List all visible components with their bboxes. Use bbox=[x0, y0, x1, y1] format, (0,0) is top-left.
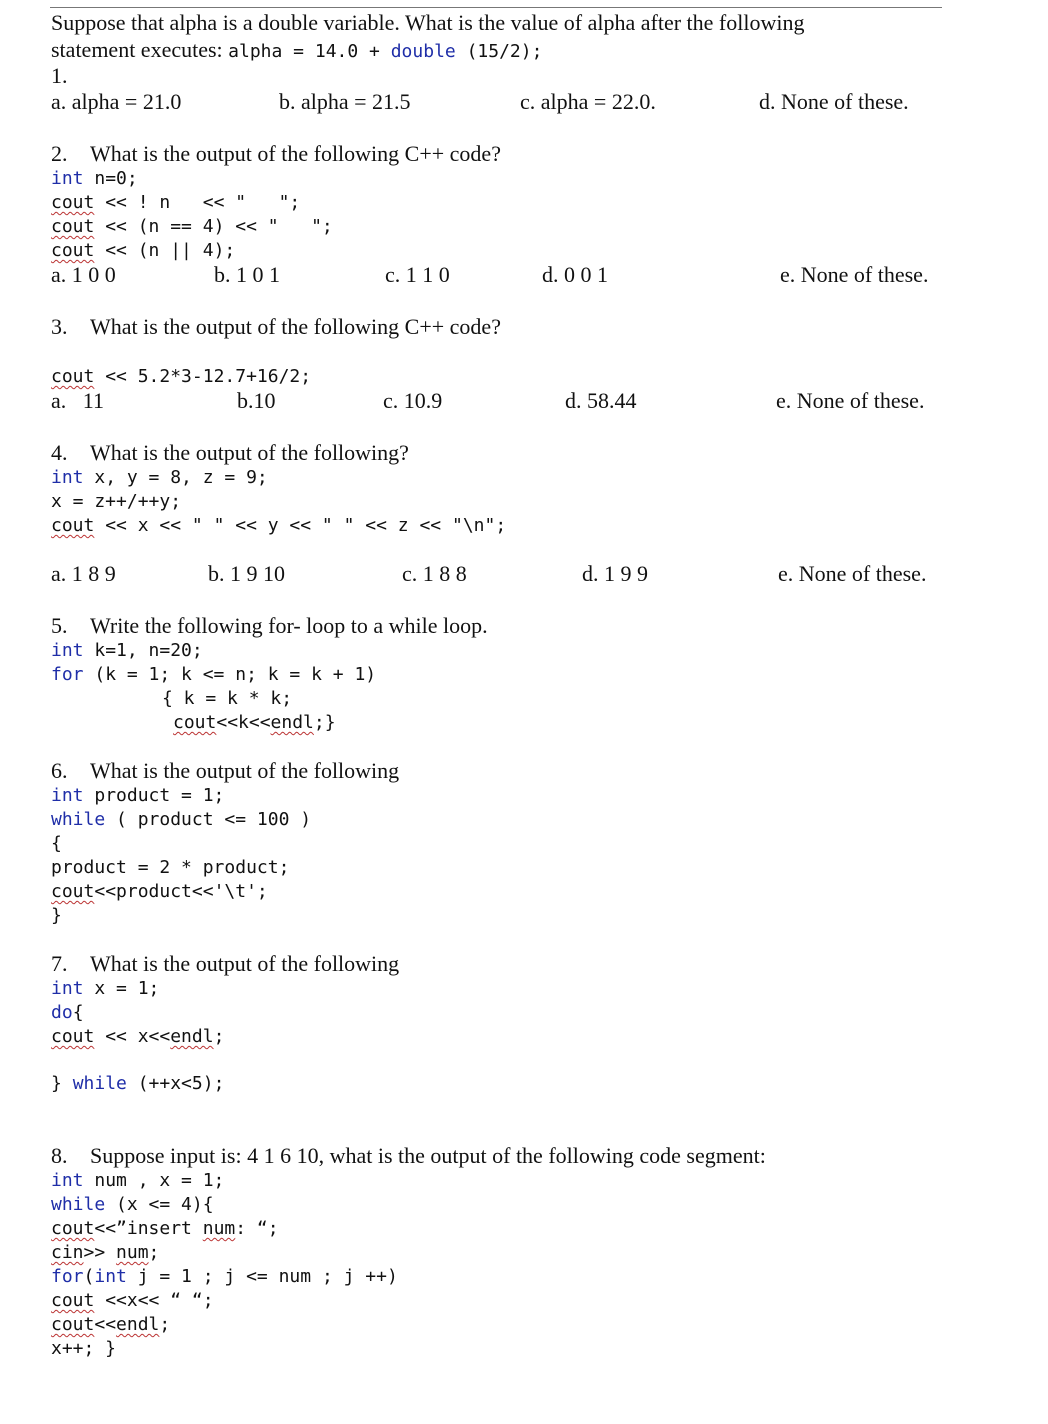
q8-code-kw: int bbox=[51, 1170, 84, 1191]
q2-option-d: d. 0 0 1 bbox=[542, 262, 608, 287]
q5-code-line4 bbox=[173, 712, 336, 734]
q8-code-b: j = 1 ; j <= num ; j ++) bbox=[126, 1266, 398, 1287]
q7-code-sq: endl bbox=[170, 1026, 214, 1047]
q1-option-b: b. alpha = 21.5 bbox=[279, 89, 411, 114]
q2-code-kw: int bbox=[51, 168, 84, 189]
q6-code-line1 bbox=[51, 785, 224, 807]
q1-option-c: c. alpha = 22.0. bbox=[520, 89, 656, 114]
q5-code-line2 bbox=[51, 664, 376, 686]
q8-code-sq: num bbox=[202, 1218, 236, 1239]
q8-code-a: ( bbox=[83, 1266, 95, 1287]
q8-code-line5 bbox=[51, 1266, 398, 1288]
q4-option-c: c. 1 8 8 bbox=[402, 561, 467, 586]
q5-question bbox=[51, 613, 488, 639]
q6-code-rest: product = 1; bbox=[83, 785, 225, 806]
q6-code-line3: { bbox=[51, 833, 62, 854]
q3-option-d: d. 58.44 bbox=[565, 388, 637, 413]
q4-question bbox=[51, 440, 409, 466]
q4-option-a: a. 1 8 9 bbox=[51, 561, 116, 586]
q8-code-line1 bbox=[51, 1170, 224, 1192]
q8-code-kw: while bbox=[51, 1194, 106, 1215]
q8-code-line4 bbox=[51, 1242, 159, 1264]
q8-code-line7 bbox=[51, 1314, 170, 1336]
q4-code-rest: << x << " " << y << " " << z << "\n"; bbox=[94, 515, 507, 536]
q8-code-rest: num , x = 1; bbox=[83, 1170, 225, 1191]
q5-question-text: Write the following for- loop to a while loop. bbox=[90, 613, 488, 638]
q1-text-line1: Suppose that alpha is a double variable. What is the value of alpha after the following bbox=[51, 10, 805, 35]
q7-question-text: What is the output of the following bbox=[90, 951, 400, 976]
q8-code-rest: <<x<< “ “; bbox=[94, 1290, 214, 1311]
q4-option-d: d. 1 9 9 bbox=[582, 561, 648, 586]
q6-code-line2 bbox=[51, 809, 311, 831]
q7-code-line3 bbox=[51, 1026, 224, 1048]
q2-code-line4 bbox=[51, 240, 235, 262]
q5-number: 5. bbox=[51, 613, 68, 638]
q2-code-line3 bbox=[51, 216, 333, 238]
q8-code-sq: cout bbox=[51, 1290, 95, 1311]
top-rule bbox=[50, 7, 942, 8]
q1-number: 1. bbox=[51, 63, 68, 88]
q8-code-kw: int bbox=[94, 1266, 127, 1287]
q8-code-rest: (x <= 4){ bbox=[105, 1194, 214, 1215]
q3-option-a: a. 11 bbox=[51, 388, 104, 413]
q2-code-rest: n=0; bbox=[83, 168, 138, 189]
q2-number: 2. bbox=[51, 141, 68, 166]
q1-code-b: (15/2); bbox=[455, 41, 543, 62]
q3-option-e: e. None of these. bbox=[776, 388, 925, 413]
q4-code-line1 bbox=[51, 467, 268, 489]
q7-code-sq: cout bbox=[51, 1026, 95, 1047]
q8-code-sq: cout bbox=[51, 1218, 95, 1239]
q4-option-e: e. None of these. bbox=[778, 561, 927, 586]
q3-code-rest: << 5.2*3-12.7+16/2; bbox=[94, 366, 312, 387]
q8-question bbox=[51, 1143, 766, 1169]
q2-code-rest: << (n == 4) << " "; bbox=[94, 216, 333, 237]
q7-question bbox=[51, 951, 399, 977]
q1-code-kw: double bbox=[390, 41, 456, 62]
q7-code-rest: x = 1; bbox=[83, 978, 160, 999]
q8-code-a: <<”insert bbox=[94, 1218, 203, 1239]
q7-code-b: (++x<5); bbox=[126, 1073, 225, 1094]
q4-code-sq: cout bbox=[51, 515, 95, 536]
q2-option-c: c. 1 1 0 bbox=[385, 262, 450, 287]
q7-code-line1 bbox=[51, 978, 159, 1000]
q6-code-sq: cout bbox=[51, 881, 95, 902]
q5-code-mid: <<k<< bbox=[216, 712, 271, 733]
q5-code-kw: int bbox=[51, 640, 84, 661]
q8-code-b: ; bbox=[148, 1242, 160, 1263]
q3-code bbox=[51, 366, 311, 388]
q6-code-kw: int bbox=[51, 785, 84, 806]
q8-number: 8. bbox=[51, 1143, 68, 1168]
q7-code-end: ; bbox=[213, 1026, 225, 1047]
q5-code-rest: (k = 1; k <= n; k = k + 1) bbox=[83, 664, 377, 685]
q8-code-line6 bbox=[51, 1290, 214, 1312]
q7-code-kw: do bbox=[51, 1002, 73, 1023]
q7-code-kw: while bbox=[72, 1073, 127, 1094]
q5-code-line3: { k = k * k; bbox=[162, 688, 293, 709]
q3-option-c: c. 10.9 bbox=[383, 388, 443, 413]
q1-code bbox=[228, 41, 542, 62]
q6-number: 6. bbox=[51, 758, 68, 783]
q8-question-text: Suppose input is: 4 1 6 10, what is the output of the following code segment: bbox=[90, 1143, 766, 1168]
q2-code-line2 bbox=[51, 192, 300, 214]
q8-code-b: ; bbox=[159, 1314, 171, 1335]
q8-code-sq: cin bbox=[51, 1242, 84, 1263]
q1-text-line2 bbox=[51, 37, 542, 63]
q2-question-text: What is the output of the following C++ code? bbox=[90, 141, 501, 166]
q5-code-line1 bbox=[51, 640, 203, 662]
q8-code-sq: num bbox=[116, 1242, 149, 1263]
q2-code-rest: << (n || 4); bbox=[94, 240, 236, 261]
q3-question bbox=[51, 314, 501, 340]
q7-code-rest: { bbox=[72, 1002, 84, 1023]
q8-code-kw: for bbox=[51, 1266, 84, 1287]
q2-option-e: e. None of these. bbox=[780, 262, 929, 287]
q8-code-sq: endl bbox=[116, 1314, 160, 1335]
q6-code-kw: while bbox=[51, 809, 106, 830]
q2-option-a: a. 1 0 0 bbox=[51, 262, 116, 287]
q3-code-sq: cout bbox=[51, 366, 95, 387]
q1-code-a: alpha = 14.0 + bbox=[228, 41, 391, 62]
q8-code-sq: cout bbox=[51, 1314, 95, 1335]
q5-code-sq: endl bbox=[270, 712, 314, 733]
q2-code-rest: << ! n << " "; bbox=[94, 192, 301, 213]
q6-question bbox=[51, 758, 399, 784]
q7-code-line2 bbox=[51, 1002, 84, 1024]
q8-code-a: << bbox=[94, 1314, 117, 1335]
q4-code-kw: int bbox=[51, 467, 84, 488]
q1-option-d: d. None of these. bbox=[759, 89, 909, 114]
q6-code-line6: } bbox=[51, 905, 62, 926]
q2-option-b: b. 1 0 1 bbox=[214, 262, 280, 287]
q5-code-rest: k=1, n=20; bbox=[83, 640, 203, 661]
q7-code-kw: int bbox=[51, 978, 84, 999]
q4-question-text: What is the output of the following? bbox=[90, 440, 409, 465]
q7-number: 7. bbox=[51, 951, 68, 976]
q8-code-a: >> bbox=[83, 1242, 117, 1263]
q3-option-b: b.10 bbox=[237, 388, 276, 413]
q7-code-a: } bbox=[51, 1073, 73, 1094]
q8-code-line2 bbox=[51, 1194, 214, 1216]
q5-code-sq: cout bbox=[173, 712, 217, 733]
q8-code-b: : “; bbox=[235, 1218, 279, 1239]
q3-question-text: What is the output of the following C++ code? bbox=[90, 314, 501, 339]
q7-code-mid: << x<< bbox=[94, 1026, 171, 1047]
q2-code-sq: cout bbox=[51, 192, 95, 213]
q1-option-a: a. alpha = 21.0 bbox=[51, 89, 182, 114]
q7-code-line4 bbox=[51, 1073, 224, 1095]
q8-code-line8: x++; } bbox=[51, 1338, 117, 1359]
q1-text-prefix: statement executes: bbox=[51, 37, 229, 62]
q2-code-line1 bbox=[51, 168, 138, 190]
q6-code-rest: ( product <= 100 ) bbox=[105, 809, 312, 830]
q6-question-text: What is the output of the following bbox=[90, 758, 400, 783]
q4-number: 4. bbox=[51, 440, 68, 465]
q5-code-kw: for bbox=[51, 664, 84, 685]
q3-number: 3. bbox=[51, 314, 68, 339]
q6-code-rest: <<product<<'\t'; bbox=[94, 881, 268, 902]
q4-code-line3 bbox=[51, 515, 506, 537]
q6-code-line4: product = 2 * product; bbox=[51, 857, 290, 878]
q8-code-line3 bbox=[51, 1218, 279, 1240]
q2-code-sq: cout bbox=[51, 216, 95, 237]
q4-code-rest: x, y = 8, z = 9; bbox=[83, 467, 268, 488]
q4-option-b: b. 1 9 10 bbox=[208, 561, 285, 586]
q6-code-line5 bbox=[51, 881, 268, 903]
q2-question bbox=[51, 141, 501, 167]
q4-code-line2: x = z++/++y; bbox=[51, 491, 182, 512]
q2-code-sq: cout bbox=[51, 240, 95, 261]
q5-code-end: ;} bbox=[313, 712, 336, 733]
